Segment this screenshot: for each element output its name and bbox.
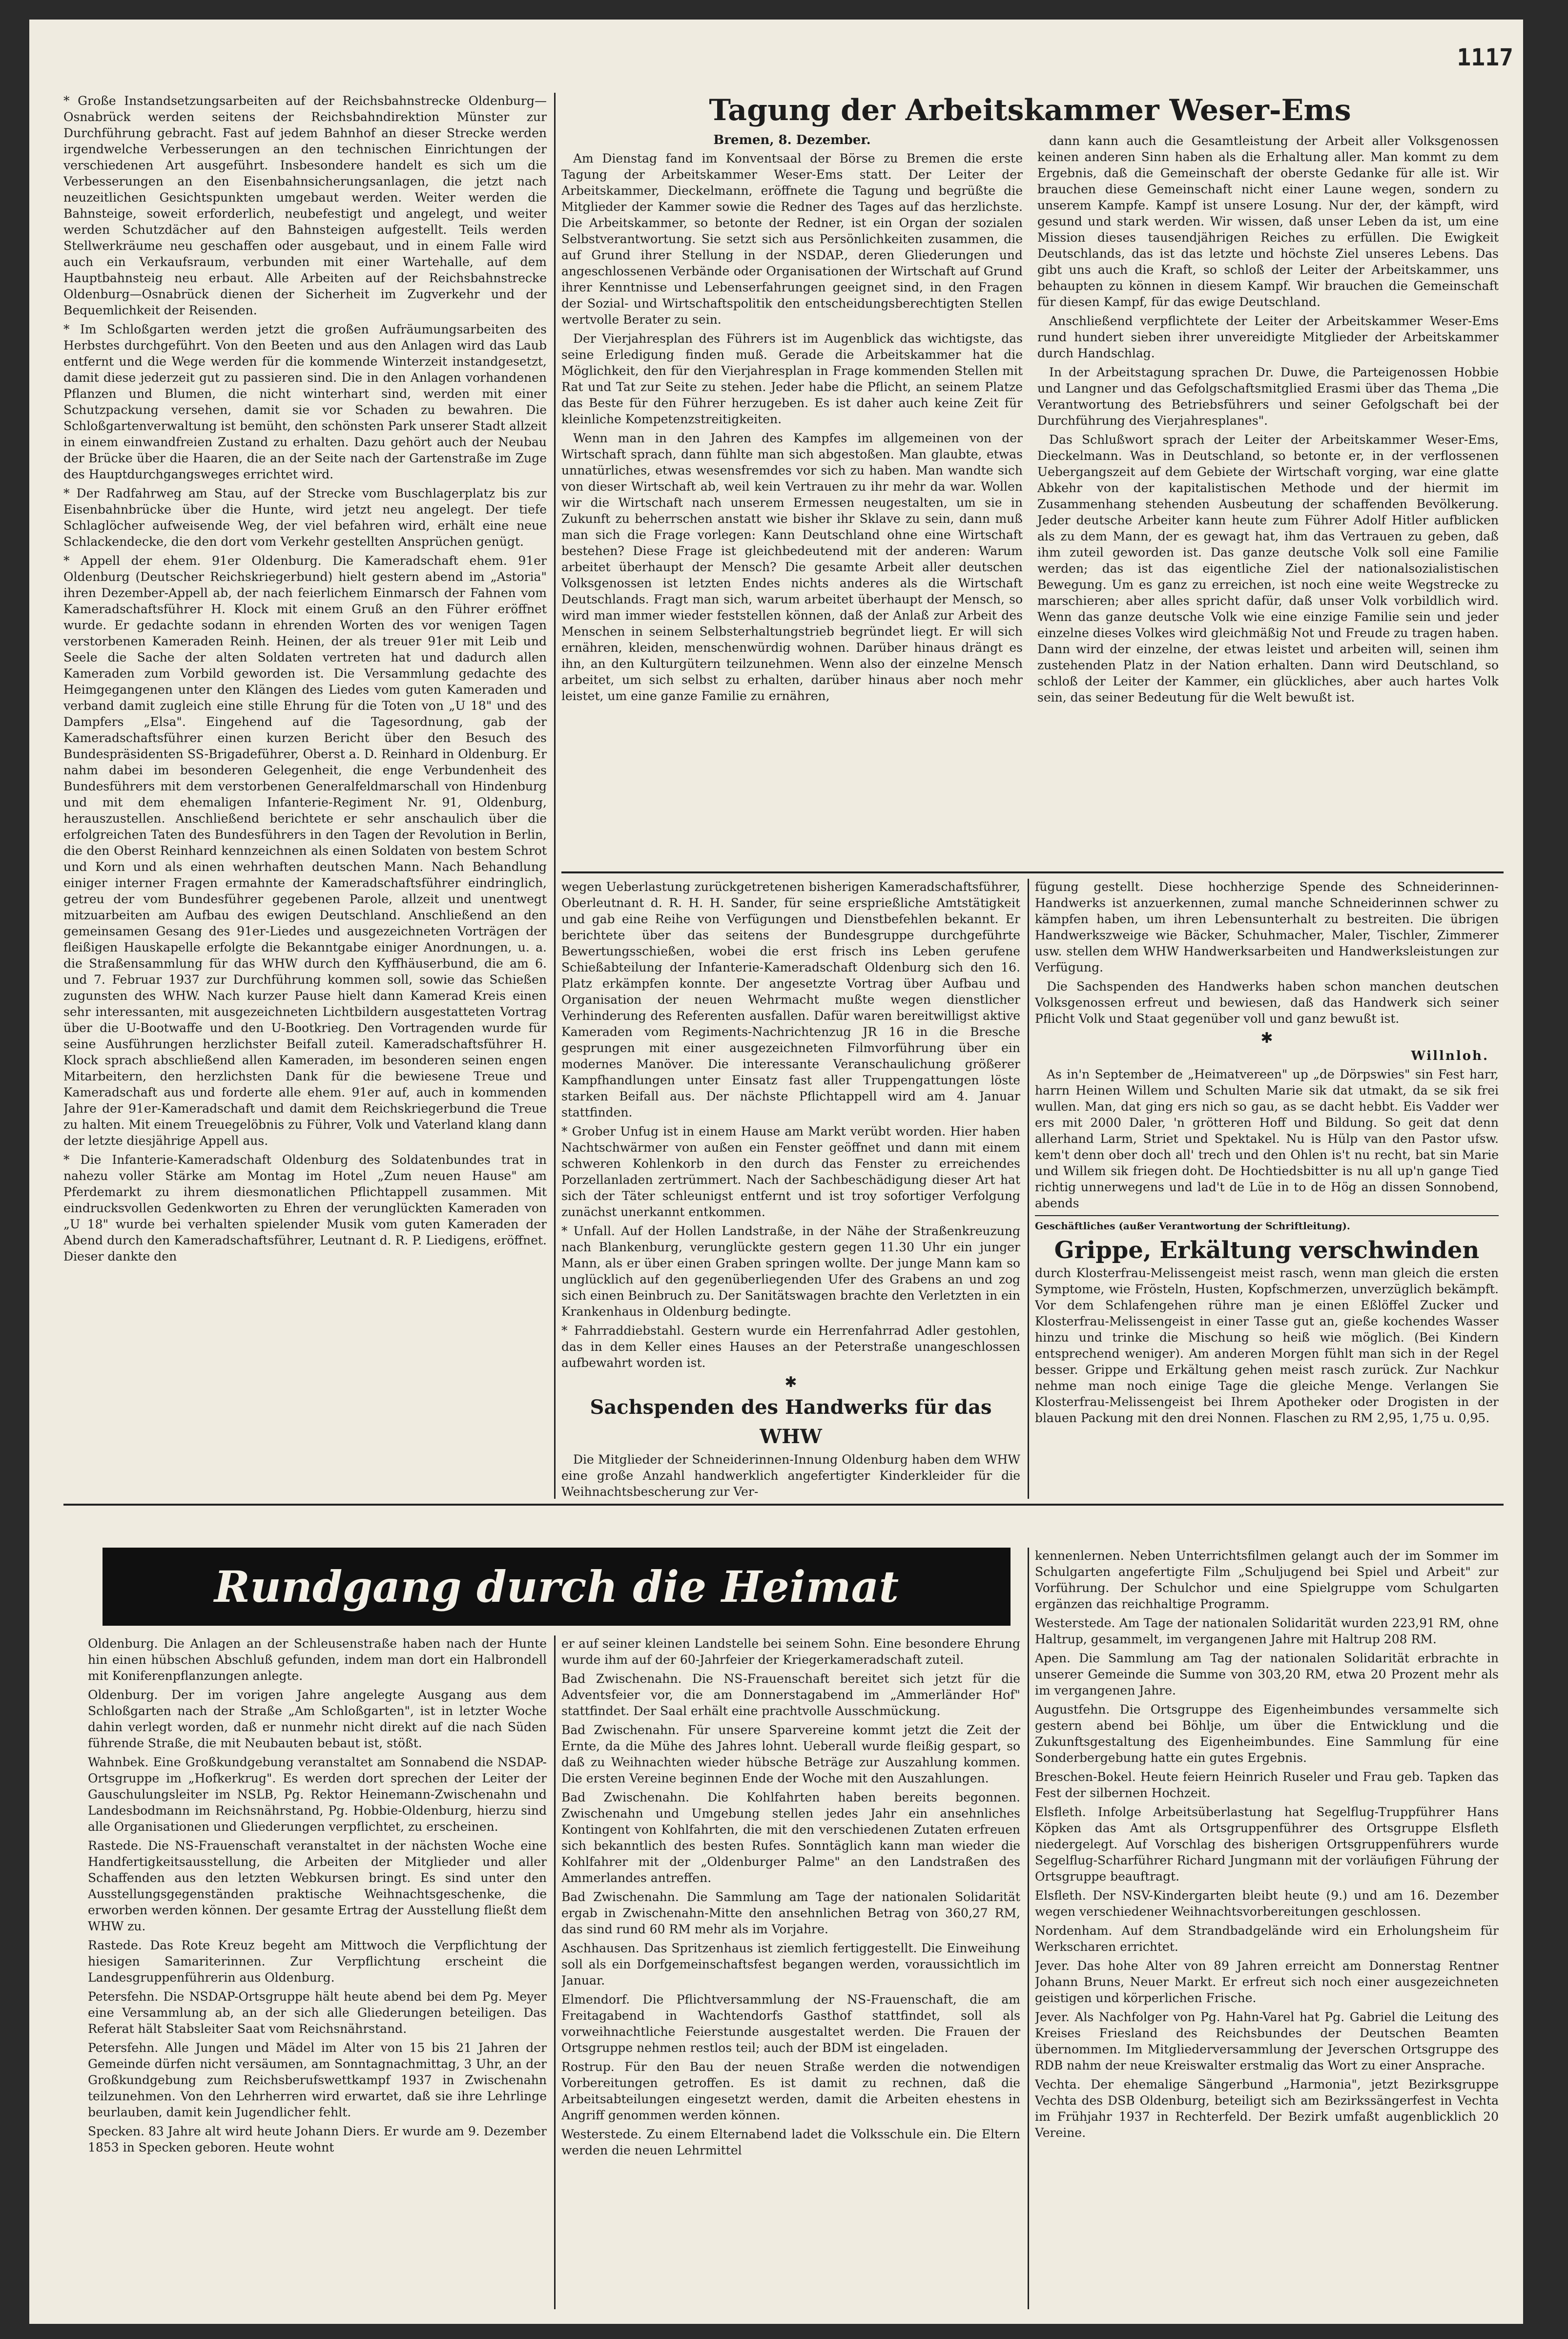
article-paragraph: Anschließend verpflichtete der Leiter der Arbeitskammer Weser-Ems rund hundert sieben ihrer unvereidigte Mitglieder der Arbeitskammer durch Handschlag.: [1037, 314, 1499, 360]
handwerk-paragraph: fügung gestellt. Diese hochherzige Spende des Schneiderinnen-Handwerks ist anzuerkennen, zumal manche Schneiderinnen schwer zu kämpfen haben, um ihren Lebensunterhalt zu bestreiten. Die übrigen Handwerkszweige wie Bäcker, Schuhmacher, Maler, Tischler, Zimmerer usw. stellen dem WHW Handwerksarbeiten und Handwerksleistungen zur Verfügung.: [1035, 880, 1499, 974]
regional-item: Bad Zwischenahn. Die Sammlung am Tage der nationalen Solidarität ergab in Zwischenahn-Mitte den ansehnlichen Betrag von 360,27 RM, das sind rund 60 RM mehr als im Vorjahre.: [561, 1890, 1020, 1936]
regional-item: kennenlernen. Neben Unterrichtsfilmen gelangt auch der im Sommer im Schulgarten angefertigte Film „Schuljugend bei Spiel und Arbeit" zur Vorführung. Der Schulchor und eine Spielgruppe vom Schulgarten ergänzen das reichhaltige Programm.: [1035, 1549, 1499, 1611]
rundgang-banner: [103, 1548, 1011, 1626]
regional-item: Bad Zwischenahn. Die Kohlfahrten haben bereits begonnen. Zwischenahn und Umgebung stellen jedes Jahr ein ansehnliches Kontingent von Kohlfahrten, die mit den verschiedenen Zutaten erfreuen sich bekanntlich des besten Rufes. Sonntäglich kann man wieder die Kohlfahrer mit der „Oldenburger Palme" an den Landstraßen des Ammerlandes antreffen.: [561, 1790, 1020, 1885]
separator-star: ✱: [1260, 1030, 1273, 1047]
column-divider: [1028, 1548, 1029, 2309]
section-divider: [63, 1504, 1504, 1506]
article-paragraph: Wenn man in den Jahren des Kampfes im allgemeinen von der Wirtschaft sprach, dann fühlte man sich abgestoßen. Man glaubte, etwas unnatürliches, etwas wesensfremdes vor sich zu haben. Man wandte sich von dieser Wirtschaft ab, weil kein Vertrauen zu ihr mehr da war. Wollen wir die Wirtschaft nach unserem Ermessen neugestalten, um sie in Zukunft zu beherrschen anstatt wie bisher ihr Sklave zu sein, dann muß man sich die Frage vorlegen: Kann Deutschland ohne eine Wirtschaft bestehen? Diese Frage ist gleichbedeutend mit der anderen: Warum arbeitet überhaupt der Mensch? Die gesamte Arbeit aller deutschen Volksgenossen ist letzten Endes nichts anderes als die Wirtschaft Deutschlands. Fragt man sich, warum arbeitet überhaupt der Mensch, so wird man immer wieder feststellen können, daß der Anlaß zur Arbeit des Menschen in seinem Selbsterhaltungstrieb begründet liegt. Er will sich ernähren, kleiden, menschenwürdig wohnen. Darüber hinaus drängt es ihn, an den Kulturgütern teilzunehmen. Wenn also der einzelne Mensch arbeitet, um sich selbst zu erhalten, darüber hinaus aber noch mehr leistet, um eine ganze Familie zu ernähren,: [561, 431, 1023, 703]
regional-item: Oldenburg. Der im vorigen Jahre angelegte Ausgang aus dem Schloßgarten nach der Straße „Am Schloßgarten", ist in letzter Woche dahin verlegt worden, daß er nunmehr nicht direkt auf die nach Süden führende Straße, die mit Neubauten bebaut ist, stößt.: [88, 1688, 547, 1750]
article-paragraph: Der Vierjahresplan des Führers ist im Augenblick das wichtigste, das seine Erledigung finden muß. Gerade die Arbeitskammer hat die Möglichkeit, den für den Vierjahresplan in Frage kommenden Stellen mit Rat und Tat zur Seite zu stehen. Jeder habe die Pflicht, an seinem Platze das Beste für den Führer herzugeben. Es ist daher auch keine Zeit für kleinliche Kompetenzstreitigkeiten.: [561, 331, 1023, 426]
handwerk-paragraph: Die Mitglieder der Schneiderinnen-Innung Oldenburg haben dem WHW eine große Anzahl handwerklich angefertigter Kinderkleider für die Weihnachtsbescherung zur Ver-: [561, 1452, 1020, 1499]
regional-item: Elsfleth. Der NSV-Kindergarten bleibt heute (9.) und am 16. Dezember wegen verschiedener Weihnachtsvorbereitungen geschlossen.: [1035, 1888, 1499, 1919]
regional-item: Jever. Als Nachfolger von Pg. Hahn-Varel hat Pg. Gabriel die Leitung des Kreises Friesland des Reichsbundes der Deutschen Beamten übernommen. Im Mitgliederversammlung der Jeverschen Ortsgruppe des RDB nahm der neue Kreiswalter erstmalig das Wort zu einer Ansprache.: [1035, 2010, 1499, 2072]
news-item: * Große Instandsetzungsarbeiten auf der Reichsbahnstrecke Oldenburg—Osnabrück werden seitens der Reichsbahndirektion Münster zur Durchführung gebracht. Fast auf jedem Bahnhof an dieser Strecke werden irgendwelche Verbesserungen an den technischen Einrichtungen der verschiedenen Art ausgeführt. Insbesondere handelt es sich um die Verbesserungen an den Eisenbahnsicherungsanlagen, die jetzt nach neuzeitlichen Gesichtspunkten umgebaut werden. Weiter werden die Bahnsteige, soweit erforderlich, neubefestigt und angelegt, und weiter werden Schutzdächer auf den Bahnsteigen aufgestellt. Teils werden Stellwerkräume neu geschaffen oder ausgebaut, und in einem Falle wird auch ein Verkaufsraum, verbunden mit einer Wartehalle, auf dem Hauptbahnsteig neu erbaut. Alle Arbeiten auf der Reichsbahnstrecke Oldenburg—Osnabrück dienen der Sicherheit im Zugverkehr und der Bequemlichkeit der Reisenden.: [63, 94, 547, 317]
regional-item: Breschen-Bokel. Heute feiern Heinrich Ruseler und Frau geb. Tapken das Fest der silbernen Hochzeit.: [1035, 1770, 1499, 1800]
column-divider: [554, 1635, 556, 2309]
rundgang-column-3: [1035, 1548, 1499, 2309]
column-divider: [554, 93, 556, 1499]
regional-item: Oldenburg. Die Anlagen an der Schleusenstraße haben nach der Hunte hin einen hübschen Abschluß gefunden, indem man dort ein Halbrondell mit Koniferenpflanzungen anlegte.: [88, 1636, 547, 1683]
local-news-column: [63, 93, 547, 1489]
rundgang-banner-title: Rundgang durch die Heimat: [214, 1561, 899, 1612]
regional-item: Wahnbek. Eine Großkundgebung veranstaltet am Sonnabend die NSDAP-Ortsgruppe im „Hofkerkrug". Es werden dort sprechen der Leiter der Gauschulungsleiter im NSLB, Pg. Rektor Heinemann-Zwischenahn und Landesbodmann im Reichsnährstand, Pg. Hobbie-Oldenburg, hierzu sind alle Organisationen und Gliederungen verpflichtet, zu erscheinen.: [88, 1755, 547, 1834]
section-divider: [1035, 1215, 1499, 1216]
article-paragraph: Am Dienstag fand im Konventsaal der Börse zu Bremen die erste Tagung der Arbeitskammer Weser-Ems statt. Der Leiter der Arbeitskammer, Dieckelmann, eröffnete die Tagung und begrüßte die Mitglieder der Kammer sowie die Redner des Tages auf das herzlichste. Die Arbeitskammer, so betonte der Redner, ist ein Organ der sozialen Selbstverantwortung. Sie setzt sich aus Persönlichkeiten zusammen, die auf Grund ihrer Stellung in der NSDAP., deren Gliederungen und angeschlossenen Verbände oder Organisationen der Wirtschaft auf Grund ihrer Kenntnisse und Lebenserfahrungen geeignet sind, in den Fragen der Sozial- und Wirtschaftspolitik den entscheidungsberechtigten Stellen wertvolle Berater zu sein.: [561, 151, 1023, 327]
handwerk-paragraph: Die Sachspenden des Handwerks haben schon manchen deutschen Volksgenossen erfreut und bewiesen, daß das Handwerk sich seiner Pflicht Volk und Staat gegenüber voll und ganz bewußt ist.: [1035, 979, 1499, 1026]
regional-item: Vechta. Der ehemalige Sängerbund „Harmonia", jetzt Bezirksgruppe Vechta des DSB Oldenburg, beteiligt sich am Bezirkssängerfest in Vechta im Frühjahr 1937 in Rechterfeld. Der Bezirk umfaßt augenblicklich 20 Vereine.: [1035, 2077, 1499, 2140]
article-paragraph: Das Schlußwort sprach der Leiter der Arbeitskammer Weser-Ems, Dieckelmann. Was in Deutschland, so betonte er, in der verflossenen Uebergangszeit auf dem Gebiete der Wirtschaft vorging, war eine glatte Abkehr von der kapitalistischen Methode und der hiermit im Zusammenhang stehenden Ausbeutung der schaffenden Bevölkerung. Jeder deutsche Arbeiter kann heute zum Führer Adolf Hitler aufblicken als zu dem Mann, der es gewagt hat, ihm das Vertrauen zu geben, daß ihm zuteil geworden ist. Das ganze deutsche Volk soll eine Familie werden; das ist das eigentliche Ziel der nationalsozialistischen Bewegung. Um es ganz zu erreichen, ist noch eine weite Wegstrecke zu marschieren; aber alles spricht dafür, daß unser Volk vorbildlich wird. Wenn das ganze deutsche Volk wie eine einzige Familie sein und jeder einzelne dieses Volkes wird gleichmäßig Not und Freude zu tragen haben. Dann wird der einzelne, der etwas leistet und arbeiten will, seinen ihm zustehenden Platz in der Nation erhalten. Dann wird Deutschland, so schloß der Leiter der Kammer, ein glückliches, aber auch hartes Volk sein, das seiner Bedeutung für die Welt bewußt ist.: [1037, 433, 1499, 704]
platt-paragraph: As in'n September de „Heimatvereen" up „de Dörpswies" sin Fest harr, harrn Heinen Willem und Schulten Marie sik dat utmakt, da se sik frei wullen. Man, dat ging ers nich so gau, as se dacht hebbt. Eis Vadder wer ers mit 2000 Daler, 'n grötteren Hoff und Bildung. So geit dat denn allerhand Larm, Striet und Spektakel. Nu is Hülp van den Pastor ufsw. kem't denn ober doch all' trech und den Ohlen is't nu recht, bat sin Marie und Willem sik friegen doht. De Hochtiedsbitter is nu all up'n gange Tied richtig unnerwegens und lad't de Lüe in to de Hög an dissen Sonnobend, abends: [1035, 1067, 1499, 1210]
article-paragraph: In der Arbeitstagung sprachen Dr. Duwe, die Parteigenossen Hobbie und Langner und das Gefolgschaftsmitglied Erasmi über das Thema „Die Verantwortung des Betriebsführers und seiner Gefolgschaft bei der Durchführung des Vierjahresplanes".: [1037, 365, 1499, 428]
news-item: * Im Schloßgarten werden jetzt die großen Aufräumungsarbeiten des Herbstes durchgeführt. Von den Beeten und aus den Anlagen wird das Laub entfernt und die Wege werden für die kommende Winterzeit instandgesetzt, damit diese jederzeit gut zu passieren sind. Die in den Anlagen vorhandenen Pflanzen und Blumen, die nicht winterhart sind, werden mit einer Schutzpackung versehen, damit sie vor Schaden zu bewahren. Die Schloßgartenverwaltung ist bemüht, den schönsten Park unserer Stadt allzeit in einem einwandfreien Zustand zu erhalten. Dazu gehört auch der Neubau der Brücke über die Haaren, die an der Seite nach der Gartenstraße im Zuge des Hauptdurchgangsweges errichtet wird.: [63, 322, 547, 481]
continued-column-right: [1035, 879, 1499, 1499]
article-headline: Tagung der Arbeitskammer Weser-Ems: [709, 93, 1351, 127]
regional-item: Apen. Die Sammlung am Tag der nationalen Solidarität erbrachte in unserer Gemeinde die Summe von 303,20 RM, etwa 20 Prozent mehr als im vergangenen Jahre.: [1035, 1651, 1499, 1697]
regional-item: Rastede. Die NS-Frauenschaft veranstaltet in der nächsten Woche eine Handfertigkeitsausstellung, die Arbeiten der Mitglieder und aller Schaffenden aus den letzten Webkursen bringt. Es sind unter den Ausstellungsgegenständen praktische Weihnachtsgeschenke, die erworben werden können. Der gesamte Ertrag der Ausstellung fließt dem WHW zu.: [88, 1839, 547, 1933]
news-item: * Appell der ehem. 91er Oldenburg. Die Kameradschaft ehem. 91er Oldenburg (Deutscher Reichskriegerbund) hielt gestern abend im „Astoria" ihren Dezember-Appell ab, der nach feierlichem Einmarsch der Fahnen vom Kameradschaftsführer H. Klock mit einem Gruß an den Führer eröffnet wurde. Er gedachte sodann in ehrenden Worten des vor wenigen Tagen verstorbenen Kameraden Reinh. Heinen, der als treuer 91er mit Leib und Seele die Sache der alten Soldaten vertreten hat und dadurch allen Kameraden zum Vorbild geworden ist. Die Versammlung gedachte des Heimgegangenen unter den Klängen des Liedes vom guten Kameraden und verband damit zugleich eine stille Ehrung für die Toten von „U 18" und des Dampfers „Elsa". Eingehend auf die Tagesordnung, gab der Kameradschaftsführer einen kurzen Bericht über den Besuch des Bundespräsidenten SS-Brigadeführer, Oberst a. D. Reinhard in Oldenburg. Er nahm dabei im besonderen Gelegenheit, die enge Verbundenheit des Bundesführers mit dem verstorbenen Generalfeldmarschall von Hindenburg und mit dem ehemaligen Infanterie-Regiment Nr. 91, Oldenburg, herauszustellen. Anschließend berichtete er sehr anschaulich über die erfolgreichen Taten des Bundesführers in den Tagen der Revolution in Berlin, die den Oberst Reinhard kennzeichnen als einen Soldaten von bestem Schrot und Korn und als einen wehrhaften deutschen Mann. Nach Behandlung einiger interner Fragen ermahnte der Kameradschaftsführer eindringlich, getreu der vom Bundesführer gegebenen Parole, allzeit und unentwegt mitzuarbeiten am Aufbau des ewigen Deutschland. Anschließend an den gemeinsamen Gesang des 91er-Liedes und ausgezeichneten Vorträgen der fleißigen Hauskapelle erfolgte die Bekanntgabe einiger Anordnungen, u. a. die Straßensammlung für das WHW durch den Kyffhäuserbund, die am 6. und 7. Februar 1937 zur Durchführung kommen soll, sowie das Schießen zugunsten des WHW. Nach kurzer Pause hielt dann Kamerad Kreis einen sehr interessanten, mit ausgezeichneten Lichtbildern ausgestatteten Vortrag über die U-Bootwaffe und den U-Bootkrieg. Den Vortragenden wurde für seine Ausführungen herzlichster Beifall zuteil. Kameradschaftsführer H. Klock sprach abschließend allen Kameraden, im besonderen seinen engen Mitarbeitern, den herzlichsten Dank für die bewiesene Treue und Kameradschaft aus und forderte alle ehem. 91er auf, auch in kommenden Jahre der 91er-Kameradschaft und damit dem Reichskriegerbund die Treue zu halten. Mit einem Treuegelöbnis zu Führer, Volk und Vaterland klang dann der letzte diesjährige Appell aus.: [63, 554, 547, 1148]
regional-item: Jever. Das hohe Alter von 89 Jahren erreicht am Donnerstag Rentner Johann Bruns, Neuer Markt. Er erfreut sich noch einer ausgezeichneten geistigen und körperlichen Frische.: [1035, 1959, 1499, 2005]
article-column-left: [561, 133, 1023, 708]
news-item: * Die Infanterie-Kameradschaft Oldenburg des Soldatenbundes trat in nahezu voller Stärke am Montag im Hotel „Zum neuen Hause" am Pferdemarkt zu ihrem diesmonatlichen Pflichtappell zusammen. Mit eindrucksvollen Gedenkworten zu Ehren der verunglückten Kameraden von „U 18" wurde bei verhalten spielender Musik vom guten Kameraden der Abend durch den Kameradschaftsführer, Leutnant d. R. P. Liedigens, eröffnet. Dieser dankte den: [63, 1153, 547, 1263]
regional-item: Elmendorf. Die Pflichtversammlung der NS-Frauenschaft, die am Freitagabend in Wachtendorfs Gasthof stattfindet, soll als vorweihnachtliche Feierstunde ausgestaltet werden. Die Frauen der Ortsgruppe nehmen restlos teil; auch der BDM ist eingeladen.: [561, 1992, 1020, 2055]
regional-item: Rostrup. Für den Bau der neuen Straße werden die notwendigen Vorbereitungen getroffen. Es ist damit zu rechnen, daß die Arbeitsabteilungen eingesetzt werden, damit die Arbeiten ehestens in Angriff genommen werden können.: [561, 2060, 1020, 2122]
article-dateline: Bremen, 8. Dezember.: [713, 133, 871, 147]
regional-item: er auf seiner kleinen Landstelle bei seinem Sohn. Eine besondere Ehrung wurde ihm auf der 60-Jahrfeier der Kriegerkameradschaft zuteil.: [561, 1636, 1020, 1667]
rundgang-column-2: [561, 1635, 1020, 2309]
newspaper-page: [29, 20, 1523, 2324]
regional-item: Westerstede. Am Tage der nationalen Solidarität wurden 223,91 RM, ohne Haltrup, gesammelt, im vergangenen Jahre mit Haltrup 208 RM.: [1035, 1616, 1499, 1646]
regional-item: Petersfehn. Alle Jungen und Mädel im Alter von 15 bis 21 Jahren der Gemeinde dürfen nicht versäumen, am Sonntagnachmittag, 3 Uhr, an der Großkundgebung zum Reichsberufswettkampf 1937 in Zwischenahn teilzunehmen. Von den Lehrherren wird erwartet, daß sie ihre Lehrlinge beurlauben, damit kein Jugendlicher fehlt.: [88, 2041, 547, 2119]
regional-item: Specken. 83 Jahre alt wird heute Johann Diers. Er wurde am 9. Dezember 1853 in Specken geboren. Heute wohnt: [88, 2124, 547, 2154]
page-number: 1117: [1457, 44, 1513, 71]
ad-text: durch Klosterfrau-Melissengeist meist rasch, wenn man gleich die ersten Symptome, wie Frösteln, Husten, Kopfschmerzen, unverzüglich bekämpft. Vor dem Schlafengehen rühre man je einen Eßlöffel Zucker und Klosterfrau-Melissengeist in einer Tasse gut an, gieße kochendes Wasser hinzu und trinke die Mischung so heiß wie möglich. (Bei Kindern entsprechend weniger). Am anderen Morgen fühlt man sich in der Regel besser. Grippe und Erkältung gehen meist rasch zurück. Zur Nachkur nehme man noch einige Tage die gleiche Menge. Verlangen Sie Klosterfrau-Melissengeist bei Ihrem Apotheker oder Drogisten in der blauen Packung mit den drei Nonnen. Flaschen zu RM 2,95, 1,75 u. 0,95.: [1035, 1266, 1499, 1425]
regional-item: Augustfehn. Die Ortsgruppe des Eigenheimbundes versammelte sich gestern abend bei Böhlje, um über die Entwicklung und die Zukunftsgestaltung des Eigenheimbundes. Eine Sammlung für eine Sonderbergebung hatte ein gutes Ergebnis.: [1035, 1702, 1499, 1765]
regional-item: Bad Zwischenahn. Die NS-Frauenschaft bereitet sich jetzt für die Adventsfeier vor, die am Donnerstagabend im „Ammerländer Hof" stattfindet. Der Saal erhält eine prachtvolle Ausschmückung.: [561, 1672, 1020, 1718]
regional-item: Elsfleth. Infolge Arbeitsüberlastung hat Segelflug-Truppführer Hans Köpken das Amt als Ortsgruppenführer des Ortsgruppe Elsfleth niedergelegt. Auf Vorschlag des bisherigen Ortsgruppenführers wurde Segelflug-Scharführer Richard Jungmann mit der vorläufigen Führung der Ortsgruppe beauftragt.: [1035, 1805, 1499, 1884]
news-item: * Der Radfahrweg am Stau, auf der Strecke vom Buschlagerplatz bis zur Eisenbahnbrücke über die Hunte, wird jetzt neu angelegt. Der tiefe Schlaglöcher aufweisende Weg, der viel befahren wird, erhält eine neue Schlackendecke, die den dort vom Verkehr gestellten Ansprüchen genügt.: [63, 486, 547, 549]
rundgang-column-1: [88, 1635, 547, 2309]
regional-item: Petersfehn. Die NSDAP-Ortsgruppe hält heute abend bei dem Pg. Meyer eine Versammlung ab, an der sich alle Gliederungen beteiligen. Das Referat hält Stabsleiter Saat vom Reichsnährstand.: [88, 1989, 547, 2036]
handwerk-headline: Sachspenden des Handwerks für das WHW: [590, 1396, 992, 1448]
regional-item: Rastede. Das Rote Kreuz begeht am Mittwoch die Verpflichtung der hiesigen Samariterinnen. Zur Verpflichtung erscheint die Landesgruppenführerin aus Oldenburg.: [88, 1938, 547, 1985]
regional-item: Westerstede. Zu einem Elternabend ladet die Volksschule ein. Die Eltern werden die neuen Lehrmittel: [561, 2127, 1020, 2157]
regional-item: Aschhausen. Das Spritzenhaus ist ziemlich fertiggestellt. Die Einweihung soll als ein Dorfgemeinschaftsfest begangen werden, voraussichtlich im Januar.: [561, 1941, 1020, 1987]
column-divider: [1028, 879, 1029, 1499]
ad-headline: Grippe, Erkältung verschwinden: [1054, 1237, 1480, 1264]
arbeitskammer-article: [561, 93, 1499, 869]
section-divider: [561, 871, 1504, 873]
disclaimer-label: Geschäftliches (außer Verantwortung der Schriftleitung).: [1035, 1220, 1350, 1232]
regional-item: Nordenham. Auf dem Strandbadgelände wird ein Erholungsheim für Werkscharen errichtet.: [1035, 1924, 1499, 1954]
regional-item: Bad Zwischenahn. Für unsere Sparvereine kommt jetzt die Zeit der Ernte, da die Mühe des Jahres lohnt. Ueberall wurde fleißig gespart, so daß zu Weihnachten wieder hübsche Beträge zur Auszahlung kommen. Die ersten Vereine beginnen Ende der Woche mit den Auszahlungen.: [561, 1723, 1020, 1785]
section-title-willnloh: Willnloh.: [1411, 1049, 1489, 1063]
article-column-right: [1037, 133, 1499, 708]
continued-column-left: [561, 879, 1020, 1499]
news-item: * Grober Unfug ist in einem Hause am Markt verübt worden. Hier haben Nachtschwärmer von außen ein Fenster geöffnet und dann mit einem schweren Kohlenkorb in den durch das Fenster zu erreichendes Porzellanladen zertrümmert. Nach der Sachbeschädigung dieser Art hat sich der Täter schleunigst entfernt und ist troy sofortiger Verfolgung zunächst unerkannt entkommen.: [561, 1124, 1020, 1219]
news-item: * Fahrraddiebstahl. Gestern wurde ein Herrenfahrrad Adler gestohlen, das in dem Keller eines Hauses an der Peterstraße unangeschlossen aufbewahrt worden ist.: [561, 1324, 1020, 1370]
article-paragraph: wegen Ueberlastung zurückgetretenen bisherigen Kameradschaftsführer, Oberleutnant d. R. H. H. Sander, für seine ersprießliche Amtstätigkeit und gab eine Reihe von Verfügungen und Dienstbefehlen bekannt. Er berichtete über das seitens der Bundesgruppe durchgeführte Bewertungsschießen, wobei die erst frisch ins Leben gerufene Schießabteilung der Infanterie-Kameradschaft Oldenburg sich den 16. Platz erkämpfen konnte. Der angesetzte Vortrag über Aufbau und Organisation der neuen Wehrmacht mußte wegen dienstlicher Verhinderung des Referenten ausfallen. Dafür waren bereitwilligst aktive Kameraden vom Regiments-Nachrichtenzug JR 16 in die Bresche gesprungen mit einer ausgezeichneten Filmvorführung über ein modernes Manöver. Die interessante Veranschaulichung größerer Kampfhandlungen unter Einsatz fast aller Truppengattungen löste starken Beifall aus. Der nächste Pflichtappell wird am 4. Januar stattfinden.: [561, 880, 1020, 1119]
separator-star: ✱: [784, 1374, 797, 1391]
news-item: * Unfall. Auf der Hollen Landstraße, in der Nähe der Straßenkreuzung nach Blankenburg, verunglückte gestern gegen 11.30 Uhr ein junger Mann, als er über einen Graben springen wollte. Der junge Mann kam so unglücklich auf den gegenüberliegenden Ufer des Grabens an und zog sich einen Beinbruch zu. Der Sanitätswagen brachte den Verletzten in ein Krankenhaus in Oldenburg bedingte.: [561, 1224, 1020, 1319]
article-paragraph: dann kann auch die Gesamtleistung der Arbeit aller Volksgenossen keinen anderen Sinn haben als die Erhaltung aller. Man kommt zu dem Ergebnis, daß die Gemeinschaft der oberste Gedanke für alle ist. Wir brauchen diese Gemeinschaft nicht einer Laune wegen, sondern zu unserem Kampfe. Kampf ist unsere Losung. Nur der, der kämpft, wird gesund und stark werden. Wir wissen, daß unser Leben da ist, um eine Mission dieses tausendjährigen Reiches zu erfüllen. Die Ewigkeit Deutschlands, das ist das letzte und höchste Ziel unseres Lebens. Das gibt uns auch die Kraft, so schloß der Leiter der Arbeitskammer, uns behaupten zu können in diesem Kampf. Wir brauchen die Gemeinschaft für diesen Kampf, für das ewige Deutschland.: [1037, 134, 1499, 309]
